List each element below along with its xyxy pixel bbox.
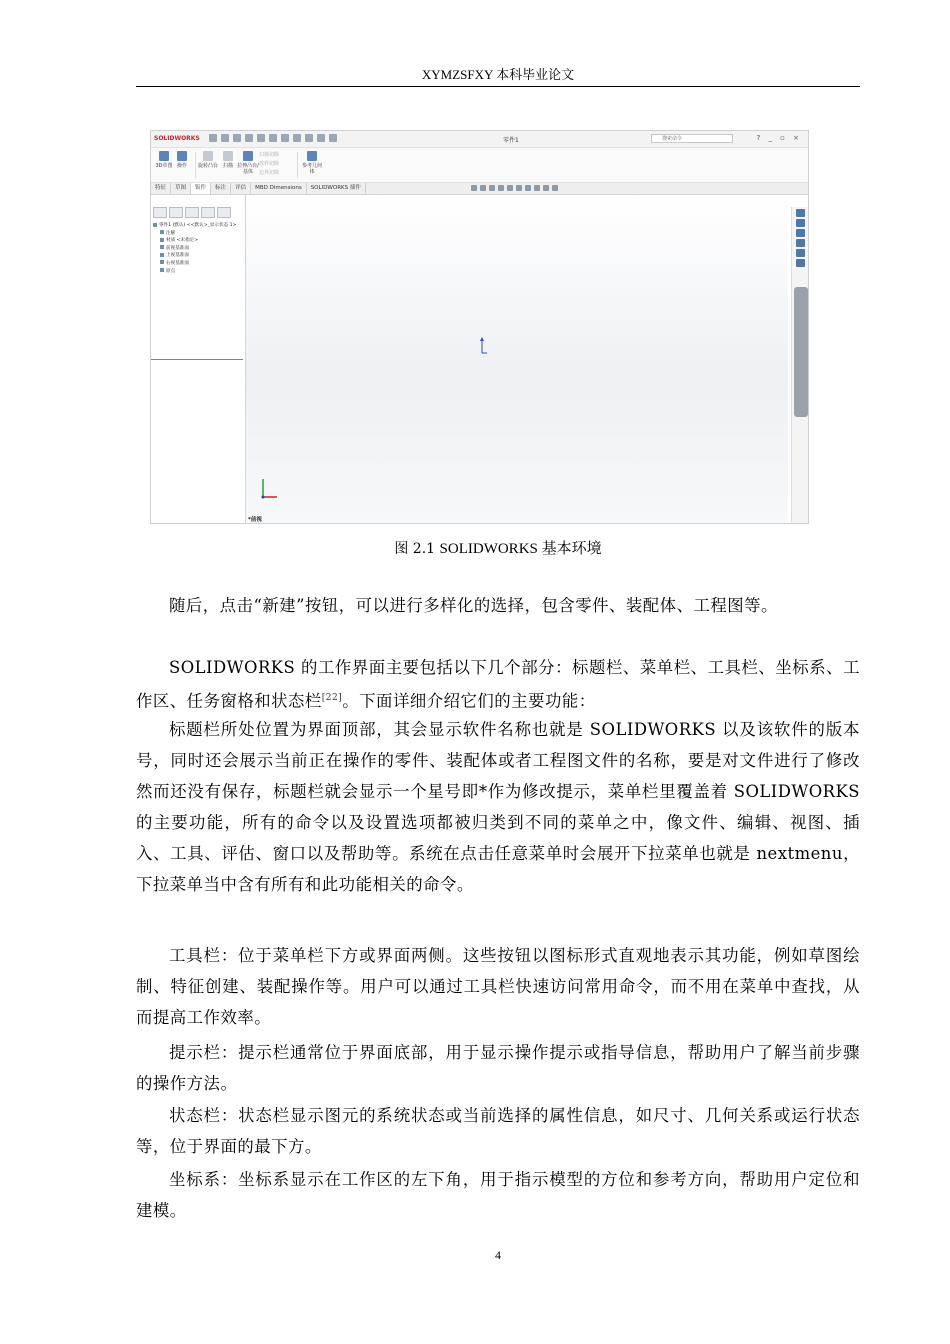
undo-icon[interactable] xyxy=(269,134,277,142)
tab-solidworks-addins[interactable]: SOLIDWORKS 插件 xyxy=(307,183,366,194)
operation-icon xyxy=(177,151,187,161)
hide-show-icon[interactable] xyxy=(525,185,531,191)
view-name-label: *前视 xyxy=(248,517,262,523)
plane-icon xyxy=(160,260,164,264)
select-icon[interactable] xyxy=(293,134,301,142)
tab-features[interactable]: 特征 xyxy=(151,183,171,194)
appearances-icon[interactable] xyxy=(796,249,805,257)
tree-item-label: 前视基准面 xyxy=(166,245,189,251)
file-properties-icon[interactable] xyxy=(317,134,325,142)
title-bar xyxy=(151,131,808,148)
tree-item-label: 上视基准面 xyxy=(166,253,189,259)
solidworks-resources-icon[interactable] xyxy=(796,209,805,217)
ribbon-label: 拉伸凸台/基体 xyxy=(237,163,259,175)
app-logo: SOLIDWORKS xyxy=(154,135,200,142)
search-commands-input[interactable]: 搜索命令 xyxy=(651,134,733,143)
ribbon-label: 3D草图 xyxy=(155,163,173,169)
paragraph-1: 随后，点击“新建”按钮，可以进行多样化的选择，包含零件、装配体、工程图等。 xyxy=(169,596,778,615)
tree-item-top-plane[interactable] xyxy=(153,252,236,260)
file-explorer-icon[interactable] xyxy=(796,229,805,237)
quick-access-toolbar xyxy=(209,133,337,144)
coordinate-triad-icon xyxy=(259,475,289,501)
zoom-area-icon[interactable] xyxy=(480,185,486,191)
operation-button[interactable] xyxy=(171,151,193,169)
appearance-icon[interactable] xyxy=(534,185,540,191)
paragraph-4: 工具栏：位于菜单栏下方或界面两侧。这些按钮以图标形式直观地表示其功能，例如草图绘制、特征创建、装配操作等。用户可以通过工具栏快速访问常用命令，而不用在菜单中查找，从而提高工作效率。 xyxy=(136,946,860,1027)
tree-item-annotations[interactable] xyxy=(153,230,236,238)
part-icon xyxy=(153,223,157,227)
paragraph-2-text: SOLIDWORKS 的工作界面主要包括以下几个部分：标题栏、菜单栏、工具栏、坐标系、工作区、任务窗格和状态栏 xyxy=(136,658,860,711)
tab-sketch[interactable]: 草图 xyxy=(171,183,191,194)
ribbon-label: 参考几何体 xyxy=(301,163,322,175)
tree-item-label: 右视基准面 xyxy=(166,260,189,266)
annotations-icon xyxy=(160,230,164,234)
tree-item-front-plane[interactable] xyxy=(153,245,236,253)
page-header: XYMZSFXY 本科毕业论文 xyxy=(136,66,860,87)
loft-cut-item[interactable]: 放样切除 xyxy=(259,161,280,167)
tree-item-label: 原点 xyxy=(166,268,176,274)
sketch-icon xyxy=(159,151,169,161)
open-file-icon[interactable] xyxy=(233,134,241,142)
previous-view-icon[interactable] xyxy=(489,185,495,191)
new-file-icon[interactable] xyxy=(221,134,229,142)
paragraph-5: 提示栏：提示栏通常位于界面底部，用于显示操作提示或指导信息，帮助用户了解当前步骤的操作方法。 xyxy=(136,1043,860,1093)
sweep-button[interactable] xyxy=(217,151,239,169)
origin-icon xyxy=(478,336,490,356)
panel-tabs xyxy=(153,207,231,217)
display-style-icon[interactable] xyxy=(516,185,522,191)
paragraph-2-tail: 。下面详细介绍它们的主要功能： xyxy=(342,691,596,711)
paragraph-2 xyxy=(136,652,860,716)
tree-root[interactable] xyxy=(153,222,236,230)
sweep-icon xyxy=(223,151,233,161)
tab-mbd-dimensions[interactable]: MBD Dimensions xyxy=(251,183,307,194)
rebuild-icon[interactable] xyxy=(305,134,313,142)
design-library-icon[interactable] xyxy=(796,219,805,227)
citation-ref[interactable]: [22] xyxy=(321,693,343,703)
zoom-to-fit-icon[interactable] xyxy=(471,185,477,191)
view-orientation-icon[interactable] xyxy=(507,185,513,191)
ribbon-label: 扫描 xyxy=(222,163,233,169)
home-icon[interactable] xyxy=(209,134,217,142)
ribbon-label: 操作 xyxy=(176,163,187,169)
tree-item-label: 注解 xyxy=(166,230,176,236)
scene-icon[interactable] xyxy=(543,185,549,191)
display-manager-tab-icon[interactable] xyxy=(217,207,231,218)
options-gear-icon[interactable] xyxy=(329,134,337,142)
revolve-icon xyxy=(203,151,213,161)
origin-icon xyxy=(160,268,164,272)
sweep-cut-item[interactable]: 扫描切除 xyxy=(259,152,280,158)
paragraph-3: 标题栏所处位置为界面顶部，其会显示软件名称也就是 SOLIDWORKS 以及该软件的版本号，同时还会展示当前正在操作的零件、装配体或者工程图文件的名称，要是对文件进行了修改然而还没有保存，标题栏就会显示一个星号即*作为修改提示，菜单栏里覆盖着 SOLIDWORKS 的主要功能，所有的命令以及设置选项都被归类到不同的菜单之中，像文件、编辑、视图、插入、工具、评估、窗口以及帮助等。系统在点击任意菜单时会展开下拉菜单也就是 nextmenu，下拉菜单当中含有所有和此功能相关的命令。 xyxy=(136,720,860,894)
feature-tree xyxy=(153,222,236,275)
feature-manager-tab-icon[interactable] xyxy=(153,207,167,218)
solidworks-screenshot-figure xyxy=(150,130,809,524)
graphics-area[interactable] xyxy=(246,195,788,523)
plane-icon xyxy=(160,253,164,257)
section-view-icon[interactable] xyxy=(498,185,504,191)
command-manager-ribbon xyxy=(151,148,808,183)
paragraph-6: 状态栏：状态栏显示图元的系统状态或当前选择的属性信息，如尺寸、几何关系或运行状态等，位于界面的最下方。 xyxy=(136,1106,860,1156)
revolve-boss-button[interactable] xyxy=(197,151,219,169)
configuration-manager-tab-icon[interactable] xyxy=(185,207,199,218)
caption-text: SOLIDWORKS 基本环境 xyxy=(439,541,602,557)
paragraph-7: 坐标系：坐标系显示在工作区的左下角，用于指示模型的方位和参考方向，帮助用户定位和建模。 xyxy=(136,1170,860,1220)
tab-evaluate[interactable]: 评估 xyxy=(231,183,251,194)
property-manager-tab-icon[interactable] xyxy=(169,207,183,218)
tree-root-label: 零件1 (默认) <<默认>_显示状态 1> xyxy=(159,223,237,228)
print-icon[interactable] xyxy=(245,134,253,142)
extrude-icon xyxy=(243,151,253,161)
ribbon-divider xyxy=(297,152,298,178)
feature-manager-panel xyxy=(151,195,246,523)
custom-properties-icon[interactable] xyxy=(796,259,805,267)
ribbon-small-group-1 xyxy=(259,151,279,178)
reference-geometry-icon xyxy=(307,151,317,161)
dimxpert-tab-icon[interactable] xyxy=(201,207,215,218)
extrude-boss-button[interactable] xyxy=(237,151,259,175)
boundary-cut-item[interactable]: 边界切除 xyxy=(259,170,280,176)
view-settings-icon[interactable] xyxy=(552,185,558,191)
redo-icon[interactable] xyxy=(281,134,289,142)
figure-caption xyxy=(136,537,860,558)
tree-item-right-plane[interactable] xyxy=(153,260,236,268)
tree-item-label: 材质 <未指定> xyxy=(166,238,199,244)
material-icon xyxy=(160,238,164,242)
rollback-bar[interactable] xyxy=(151,359,243,360)
tab-markup[interactable]: 标注 xyxy=(211,183,231,194)
tab-sheetmetal[interactable]: 钣件 xyxy=(191,183,211,194)
save-icon[interactable] xyxy=(257,134,265,142)
tree-item-origin[interactable] xyxy=(153,268,236,276)
heads-up-view-toolbar xyxy=(471,185,558,193)
window-controls[interactable]: ? _ ▫ × xyxy=(756,134,802,142)
flyout-panel xyxy=(794,287,808,417)
ribbon-divider xyxy=(195,152,196,178)
tree-item-material[interactable] xyxy=(153,237,236,245)
caption-number: 图 2.1 xyxy=(394,541,440,557)
view-palette-icon[interactable] xyxy=(796,239,805,247)
document-title: 零件1 xyxy=(503,137,519,144)
page-number: 4 xyxy=(495,1248,501,1262)
task-pane-tabs xyxy=(791,207,809,523)
reference-geometry-button[interactable] xyxy=(301,151,323,175)
ribbon-label: 旋转凸台 xyxy=(197,163,218,169)
plane-icon xyxy=(160,245,164,249)
